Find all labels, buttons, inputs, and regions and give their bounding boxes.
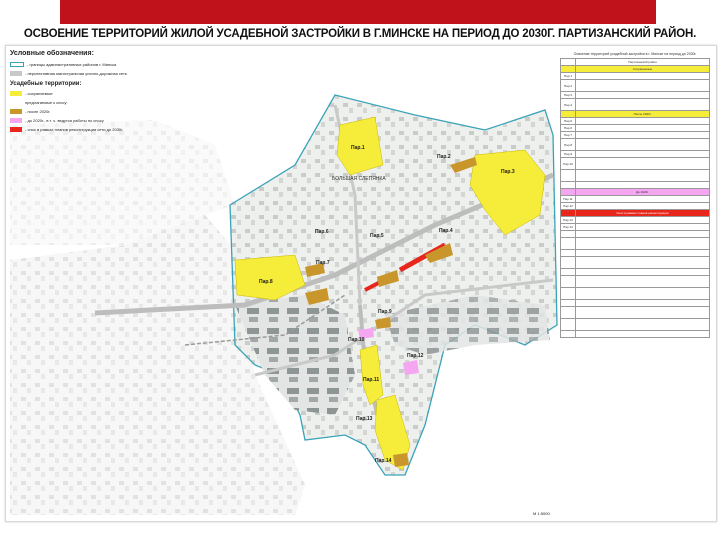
area-label: Пар.13 [356,416,373,422]
table-cell: Партизанский район [576,59,710,66]
table-cell: Пар.2 [561,80,576,92]
table-cell: Пар.6 [561,125,576,132]
table-cell: Пар.13 [561,217,576,224]
legend-subtitle: Усадебные территории: [10,81,82,87]
table-cell: Пар.4 [561,99,576,111]
table-cell: Пар.5 [561,118,576,125]
area-par14 [393,453,409,467]
legend-item: предлагаемые к сносу: [25,100,68,105]
area-label: Пар.5 [370,233,384,239]
legend-item: - сохраняемые [10,89,160,98]
side-table-heading: Освоение территорий усадебной застройки в г. Минске на период до 2030г. [573,52,697,56]
area-label: Пар.1 [351,145,365,151]
area-label: Пар.11 [363,377,380,383]
legend-item: - перспективная магистральная улично-дорожная сеть [10,69,160,78]
table-cell: Пар.10 [561,158,576,170]
legend-item: - границы административных районов г. Минска [10,60,160,69]
table-section: Сохраняемые [576,66,710,73]
area-label: Пар.7 [316,260,330,266]
legend-swatch [10,62,24,67]
legend-item: - после 2020г. [10,107,160,116]
table-section: После 2020г. [576,111,710,118]
legend-swatch [10,127,22,132]
area-label: Пар.4 [439,228,453,234]
table-cell: Пар.3 [561,92,576,99]
table-cell: Пар.9 [561,151,576,158]
legend-title: Условные обозначения: [10,50,94,57]
legend-swatch [10,118,22,123]
table-cell: Пар.12 [561,203,576,210]
table-cell: Пар.1 [561,73,576,80]
area-label: Пар.3 [501,169,515,175]
legend-swatch [10,91,22,96]
table-cell: Пар.14 [561,224,576,231]
area-label: Пар.14 [375,458,392,464]
top-banner [60,0,656,24]
area-label: Пар.2 [437,154,451,160]
map-scale: М 1:5000 [533,511,550,516]
legend-item: - снос в рамках планов реконструкции сети до 2030г. [10,125,160,134]
area-label: Пар.12 [407,353,424,359]
table-cell: Пар.7 [561,132,576,139]
table-section: Снос в рамках планов реконструкции [576,210,710,217]
side-table-panel [560,52,710,338]
legend-swatch [10,71,22,76]
page-title: ОСВОЕНИЕ ТЕРРИТОРИЙ ЖИЛОЙ УСАДЕБНОЙ ЗАСТРОЙКИ В Г.МИНСКЕ НА ПЕРИОД ДО 2030Г. ПАРТИЗАНСКИЙ РАЙОН. [23,28,697,40]
legend-swatch [10,109,22,114]
legend [10,50,160,134]
area-label: Пар.8 [259,279,273,285]
area-label: Пар.10 [348,337,365,343]
area-label: Пар.6 [315,229,329,235]
table-cell: Пар.11 [561,196,576,203]
place-label: БОЛЬШАЯ СЛЕПЯНКА [332,176,386,182]
table-cell: Пар.8 [561,139,576,151]
area-label: Пар.9 [378,309,392,315]
legend-item: - до 2020г., в т. ч. ведутся работы по сносу [10,116,160,125]
side-table [560,58,710,338]
table-section: До 2020г. [576,189,710,196]
